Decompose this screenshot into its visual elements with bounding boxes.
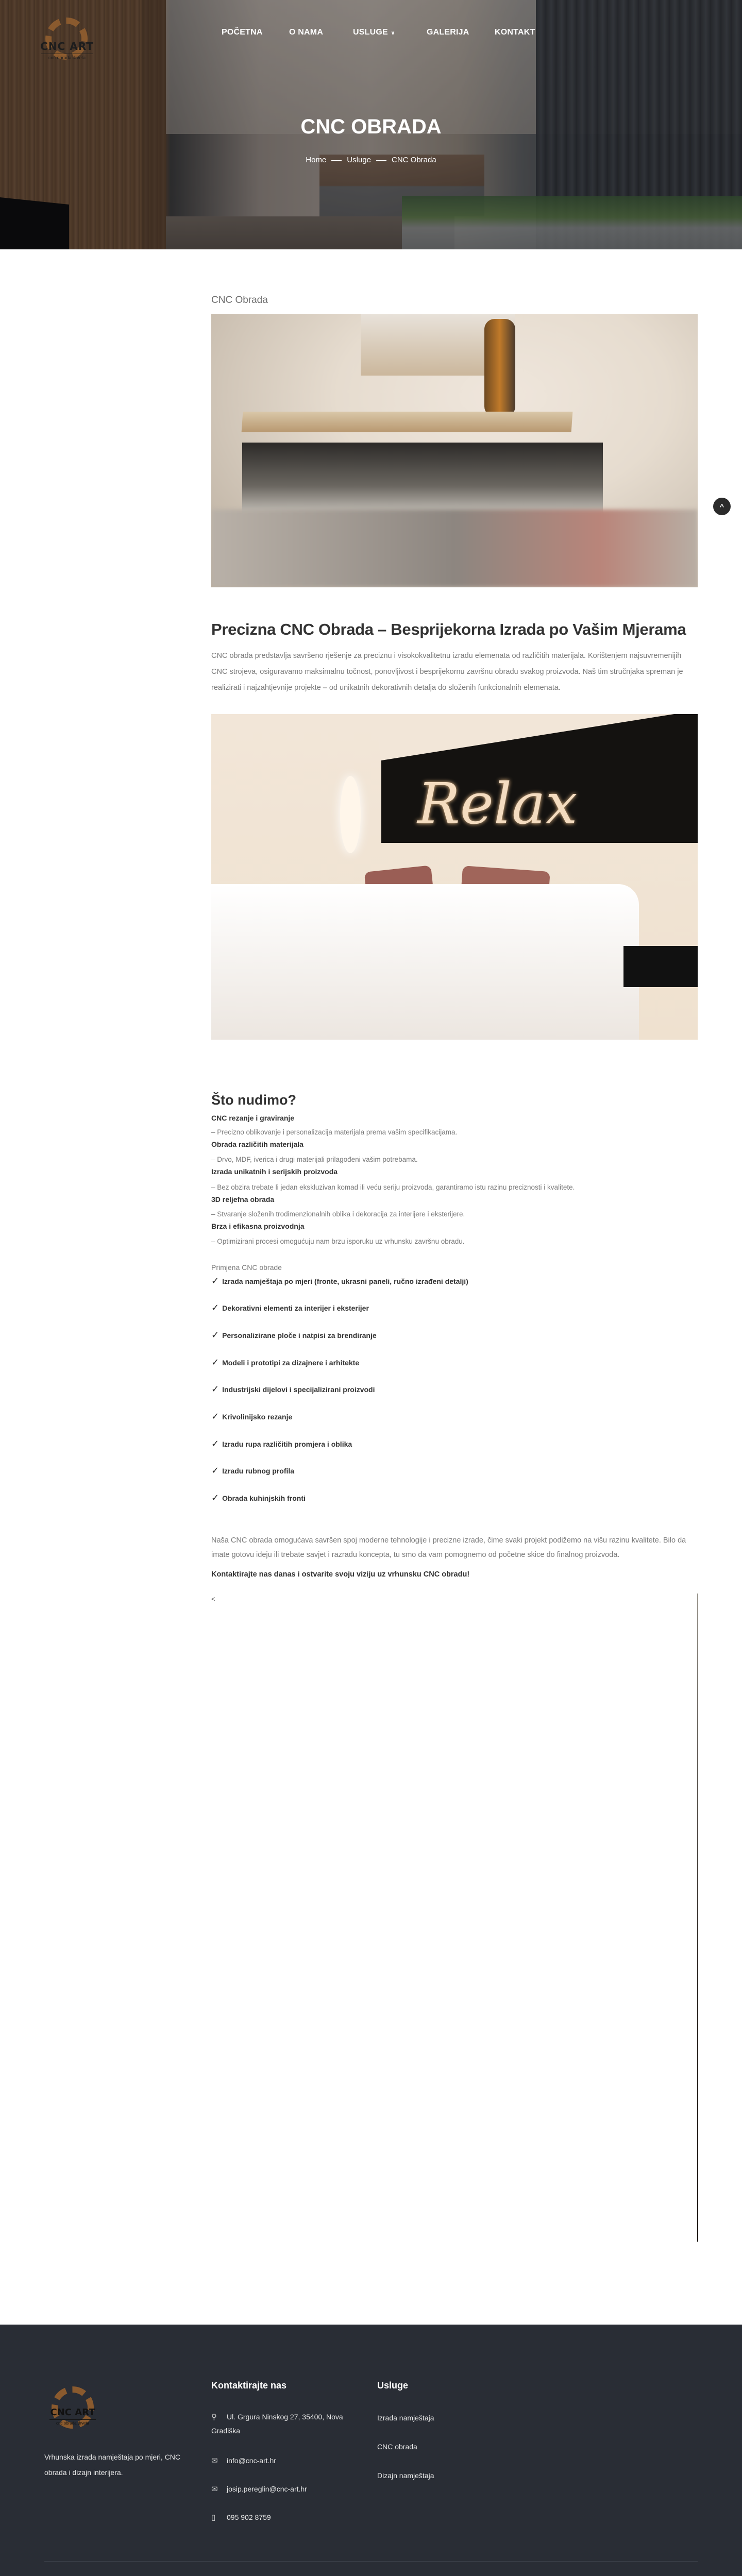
prev-post-arrow[interactable]: < xyxy=(211,1595,215,1603)
round-mirror xyxy=(340,776,361,853)
application-text: Izrada namještaja po mjeri (fronte, ukrasni paneli, ručno izrađeni detalji) xyxy=(222,1277,468,1285)
main-heading: Precizna CNC Obrada – Besprijekorna Izrada po Vašim Mjerama xyxy=(211,620,686,638)
footer-link-izrada-namjestaja[interactable]: Izrada namještaja xyxy=(377,2414,434,2422)
logo-name: CNC ART xyxy=(40,40,94,53)
breadcrumb-separator xyxy=(331,160,342,161)
breadcrumb-current: CNC Obrada xyxy=(392,156,436,164)
cta-text: Kontaktirajte nas danas i ostvarite svoju viziju uz vrhunsku CNC obradu! xyxy=(211,1570,470,1579)
checkmark-icon: ✓ xyxy=(211,1276,220,1286)
nav-item-usluge-label: USLUGE xyxy=(353,28,388,37)
checkmark-icon: ✓ xyxy=(211,1493,220,1503)
footer-divider xyxy=(44,2561,698,2562)
application-text: Dekorativni elementi za interijer i eksterijer xyxy=(222,1304,369,1312)
site-logo[interactable] xyxy=(36,18,98,75)
footer-description: Vrhunska izrada namještaja po mjeri, CNC obrada i dizajn interijera. xyxy=(44,2453,181,2477)
map-pin-icon: ⚲ xyxy=(211,2413,217,2421)
application-item xyxy=(211,1357,359,1368)
email-text: info@cnc-art.hr xyxy=(227,2456,276,2465)
nav-item-pocetna[interactable]: POČETNA xyxy=(222,28,263,37)
closing-paragraph: Naša CNC obrada omogućava savršen spoj moderne tehnologije i precizne izrade, čime svaki projekt podižemo na višu razinu kvalitete. Bilo da imate gotovu ideju ili trebate savjet i razradu koncepta, tu smo da vam pomognemo od početne skice do finalnog proizvoda. xyxy=(211,1536,686,1559)
application-text: Izradu rupa različitih promjera i oblika xyxy=(222,1440,352,1448)
service-title: Izrada unikatnih i serijskih proizvoda xyxy=(211,1167,338,1176)
application-item xyxy=(211,1411,292,1422)
page-title: CNC OBRADA xyxy=(300,115,442,138)
application-item xyxy=(211,1384,375,1395)
footer-logo[interactable] xyxy=(44,2386,101,2438)
logo-tagline: cnc obrada drveta xyxy=(41,54,93,60)
application-item xyxy=(211,1302,369,1313)
footer xyxy=(0,2325,742,2576)
chevron-down-icon: ∨ xyxy=(391,30,395,36)
footer-logo-name: CNC ART xyxy=(50,2407,95,2418)
application-text: Izradu rubnog profila xyxy=(222,1467,295,1475)
service-desc: – Bez obzira trebate li jedan ekskluzivan komad ili veću seriju proizvoda, garantiramo istu razinu preciznosti i kvalitete. xyxy=(211,1183,575,1191)
service-title: CNC rezanje i graviranje xyxy=(211,1114,295,1122)
checkmark-icon: ✓ xyxy=(211,1438,220,1449)
main-nav xyxy=(0,28,742,40)
phone-text: 095 902 8759 xyxy=(227,2513,271,2521)
offer-heading: Što nudimo? xyxy=(211,1092,296,1108)
cnc-machine-image xyxy=(211,314,698,587)
address-text: Ul. Grgura Ninskog 27, 35400, Nova Gradiška xyxy=(211,2413,343,2435)
footer-contact-heading: Kontaktirajte nas xyxy=(211,2380,287,2391)
application-item xyxy=(211,1438,352,1449)
application-item xyxy=(211,1493,306,1503)
footer-logo-tagline: cnc obrada drveta xyxy=(49,2419,96,2426)
footer-email[interactable] xyxy=(211,2454,345,2468)
hero-banner xyxy=(0,0,742,249)
application-item xyxy=(211,1465,294,1476)
applications-label: Primjena CNC obrade xyxy=(211,1263,282,1272)
mail-icon: ✉ xyxy=(211,2485,218,2494)
nav-item-o-nama[interactable]: O NAMA xyxy=(289,28,324,37)
breadcrumb-separator xyxy=(376,160,386,161)
phone-icon: ▯ xyxy=(211,2513,216,2522)
service-desc: – Optimizirani procesi omogućuju nam brzu isporuku uz vrhunsku završnu obradu. xyxy=(211,1238,465,1245)
mail-icon: ✉ xyxy=(211,2456,218,2465)
nav-item-galerija[interactable]: GALERIJA xyxy=(427,28,469,37)
application-text: Krivolinijsko rezanje xyxy=(222,1413,293,1421)
application-item xyxy=(211,1330,377,1341)
service-desc: – Drvo, MDF, iverica i drugi materijali prilagođeni vašim potrebama. xyxy=(211,1156,418,1163)
cnc-bed xyxy=(242,443,603,515)
service-title: 3D reljefna obrada xyxy=(211,1195,275,1204)
relax-sign: Relax xyxy=(417,771,578,837)
email-text: josip.pereglin@cnc-art.hr xyxy=(227,2485,307,2493)
service-desc: – Stvaranje složenih trodimenzionalnih oblika i dekoracija za interijere i eksterijere. xyxy=(211,1210,465,1218)
service-desc: – Precizno oblikovanje i personalizacija materijala prema vašim specifikacijama. xyxy=(211,1128,458,1136)
scroll-to-top-button[interactable]: ^ xyxy=(713,498,731,515)
checkmark-icon: ✓ xyxy=(211,1384,220,1394)
bed xyxy=(211,884,639,1040)
service-title: Obrada različitih materijala xyxy=(211,1140,303,1148)
cnc-foreground-blur xyxy=(211,510,698,587)
page-label: CNC Obrada xyxy=(211,295,268,306)
footer-phone[interactable] xyxy=(211,2511,345,2524)
service-title: Brza i efikasna proizvodnja xyxy=(211,1222,305,1230)
footer-link-cnc-obrada[interactable]: CNC obrada xyxy=(377,2443,417,2451)
application-text: Obrada kuhinjskih fronti xyxy=(222,1494,306,1502)
application-text: Personalizirane ploče i natpisi za brendiranje xyxy=(222,1331,377,1340)
footer-address xyxy=(211,2410,345,2437)
application-text: Modeli i prototipi za dizajnere i arhitekte xyxy=(222,1359,360,1367)
checkmark-icon: ✓ xyxy=(211,1465,220,1476)
checkmark-icon: ✓ xyxy=(211,1330,220,1340)
checkmark-icon: ✓ xyxy=(211,1411,220,1421)
application-text: Industrijski dijelovi i specijalizirani proizvodi xyxy=(222,1385,375,1394)
nightstand xyxy=(623,946,698,987)
cnc-board xyxy=(242,412,573,432)
vertical-divider xyxy=(697,1594,698,2242)
checkmark-icon: ✓ xyxy=(211,1302,220,1313)
nav-item-usluge[interactable] xyxy=(353,28,395,37)
footer-link-dizajn-namjestaja[interactable]: Dizajn namještaja xyxy=(377,2471,434,2480)
application-item xyxy=(211,1276,468,1286)
footer-services-heading: Usluge xyxy=(377,2380,409,2391)
checkmark-icon: ✓ xyxy=(211,1357,220,1367)
breadcrumb xyxy=(0,156,742,164)
footer-email[interactable] xyxy=(211,2482,345,2496)
cnc-spindle xyxy=(484,319,515,417)
intro-paragraph: CNC obrada predstavlja savršeno rješenje za preciznu i visokokvalitetnu izradu elemenata od različitih materijala. Korištenjem najsuvremenijih CNC strojeva, osiguravamo maksimalnu točnost, ponovljivost i besprijekornu završnu obradu svakog proizvoda. Naš tim stručnjaka spreman je realizirati i najzahtjevnije projekte – od unikatnih dekorativnih detalja do složenih funkcionalnih elemenata. xyxy=(211,652,683,692)
relax-bedroom-image xyxy=(211,714,698,1040)
nav-item-kontakt[interactable]: KONTAKT xyxy=(495,28,535,37)
breadcrumb-home[interactable]: Home xyxy=(306,156,327,164)
breadcrumb-usluge[interactable]: Usluge xyxy=(347,156,371,164)
